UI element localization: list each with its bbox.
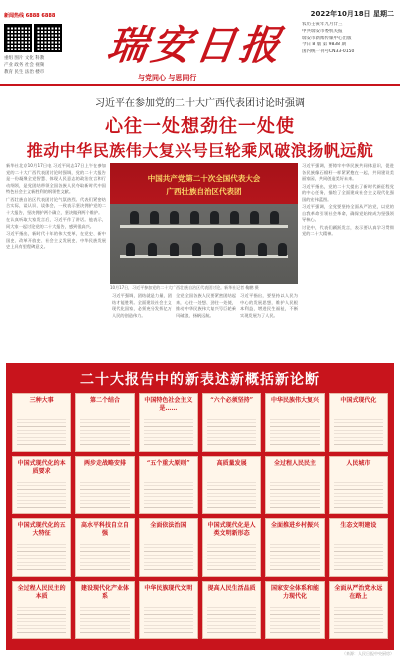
- photo-table: [120, 225, 288, 228]
- issue-meta: [302, 22, 394, 56]
- card-text-lines: [334, 416, 383, 447]
- concept-card[interactable]: [12, 518, 71, 577]
- card-text-lines: [144, 541, 193, 572]
- card-text-lines: [207, 479, 256, 510]
- article-column-center: [112, 293, 172, 356]
- concept-card[interactable]: [12, 456, 71, 515]
- card-text-lines: [17, 541, 66, 572]
- concept-card-title: 提高人民生活品质: [207, 584, 256, 592]
- article-paragraph: 全党全国各族人民要紧密团结起来，心往一处想、劲往一处使，推动中华民族伟大复兴号巨轮乘风破浪、扬帆远航。: [176, 293, 236, 318]
- card-text-lines: [334, 479, 383, 510]
- lead-photo[interactable]: [110, 163, 298, 284]
- concept-card-grid: [12, 393, 388, 639]
- article-paragraph: 习近平指出，党的二十大提出了新时代新征程党的中心任务，描绘了全面建成社会主义现代化强国的宏伟蓝图。: [302, 183, 394, 202]
- card-text-lines: [80, 604, 129, 635]
- concept-card-title: 中华民族现代文明: [144, 584, 193, 592]
- card-text-lines: [17, 479, 66, 510]
- article-column-center: [240, 293, 298, 356]
- concept-card[interactable]: [75, 581, 134, 640]
- section-title[interactable]: 二十大报告中的新表述新概括新论断: [80, 372, 320, 388]
- concept-card[interactable]: [265, 456, 324, 515]
- concept-card-title: “五个重大原则”: [146, 459, 190, 467]
- section-link-row[interactable]: 产业 政务 社会 视频: [4, 63, 45, 68]
- card-text-lines: [334, 604, 383, 635]
- photo-banner-line: 中国共产党第二十次全国代表大会: [147, 174, 261, 183]
- concept-card-title: 中国式现代化: [340, 397, 377, 404]
- photo-person: [170, 211, 179, 224]
- concept-card-title: 高质量发展: [216, 459, 247, 467]
- concept-card-title: 全面从严治党永远在路上: [334, 584, 383, 600]
- concept-card[interactable]: [265, 518, 324, 577]
- card-text-lines: [80, 541, 129, 572]
- photo-person: [148, 243, 157, 256]
- article-paragraph: 新华社北京10月17日电 习近平同志17日上午在参加党的二十大广西代表团讨论时强调，党的二十大报告是一份凝聚全党智慧、体现人民意志的政治宣言和行动纲领，是党团结带领全国各族人民夺取新时代中国特色社会主义新胜利的纲领性文献。: [6, 163, 106, 194]
- article-paragraph: 习近平强调，全党要坚持全面从严治党，以党的自我革命引领社会革命，确保党始终成为坚强领导核心。: [302, 204, 394, 222]
- concept-card[interactable]: [139, 518, 198, 577]
- concept-card[interactable]: [139, 581, 198, 640]
- concept-card[interactable]: [12, 581, 71, 640]
- photo-person: [258, 243, 267, 256]
- photo-person: [126, 243, 135, 256]
- issue-date: 2022年10月18日 星期二: [310, 10, 394, 18]
- concept-card-title: 人民城市: [346, 459, 371, 467]
- photo-person: [192, 243, 201, 256]
- photo-person: [210, 211, 219, 224]
- photo-person: [230, 211, 239, 224]
- section-link-row[interactable]: 教育 民生 法治 楼市: [4, 70, 45, 75]
- card-text-lines: [207, 416, 256, 447]
- concept-card[interactable]: [329, 581, 388, 640]
- card-text-lines: [207, 541, 256, 572]
- photo-person: [214, 243, 223, 256]
- photo-person: [236, 243, 245, 256]
- section-link-row[interactable]: 重组 图片 文化 科教: [4, 56, 45, 61]
- article-paragraph: 习近平指出，新时代十年的伟大变革，在党史、新中国史、改革开放史、社会主义发展史、中华民族发展史上具有里程碑意义。: [6, 231, 106, 249]
- photo-person: [130, 211, 139, 224]
- card-text-lines: [144, 604, 193, 635]
- article-paragraph: 在认真听取大家发言后，习近平作了讲话。他表示，同大家一起讨论党的二十大报告，感到很高兴。: [6, 217, 106, 229]
- article-paragraph: 习近平强调，要铸牢中华民族共同体意识，促进各民族像石榴籽一样紧紧抱在一起，共同建设美丽家园，共同创造美好未来。: [302, 163, 394, 181]
- concept-card-title: 中国式现代化的本质要求: [17, 459, 66, 475]
- card-text-lines: [80, 479, 129, 510]
- concept-card[interactable]: [75, 393, 134, 452]
- meta-line: 国内统一刊号CN33-0150: [302, 49, 355, 55]
- concept-card-title: 国家安全体系和能力现代化: [270, 584, 319, 600]
- concept-card[interactable]: [329, 518, 388, 577]
- concept-card[interactable]: [75, 518, 134, 577]
- photo-person: [170, 243, 179, 256]
- masthead-divider: [0, 84, 400, 86]
- hotline: 新闻热线 6888 6888: [4, 13, 56, 19]
- concept-card-title: 高水平科技自立自强: [80, 522, 129, 537]
- concept-card-title: 建设现代化产业体系: [80, 584, 129, 600]
- concept-card-title: 两步走战略安排: [83, 459, 126, 467]
- concept-card-title: 全面推进乡村振兴: [270, 522, 319, 529]
- section-source-note: （来源：人民日报中央厨房）: [342, 651, 394, 656]
- photo-person: [150, 211, 159, 224]
- concept-card-title: 三种大事: [29, 397, 54, 404]
- photo-banner-line: 广西壮族自治区代表团: [166, 187, 242, 196]
- concept-card[interactable]: [139, 456, 198, 515]
- card-text-lines: [334, 541, 383, 572]
- card-text-lines: [17, 604, 66, 635]
- main-headline[interactable]: 心往一处想劲往一处使: [105, 116, 295, 137]
- card-text-lines: [270, 604, 319, 635]
- special-section: [6, 363, 394, 650]
- card-text-lines: [270, 479, 319, 510]
- meta-line: 瑞安市新闻传媒中心出版: [302, 35, 352, 41]
- headline-kicker[interactable]: 习近平在参加党的二十大广西代表团讨论时强调: [95, 98, 305, 109]
- concept-card-title: 第二个结合: [89, 397, 120, 404]
- card-text-lines: [207, 604, 256, 635]
- card-text-lines: [80, 416, 129, 447]
- concept-card[interactable]: [139, 393, 198, 452]
- article-column-left: [6, 163, 106, 356]
- section-links: [4, 55, 64, 76]
- photo-person: [190, 211, 199, 224]
- newspaper-logo: 瑞安日报: [104, 22, 287, 69]
- card-text-lines: [144, 416, 193, 447]
- concept-card-title: 中国式现代化是人类文明新形态: [207, 522, 256, 537]
- concept-card[interactable]: [265, 393, 324, 452]
- article-paragraph: 习近平指出，要坚持以人民为中心的发展思想，维护人民根本利益，增进民生福祉，不断实现发展为了人民。: [240, 293, 298, 318]
- card-text-lines: [17, 416, 66, 447]
- concept-card-title: 中国式现代化的五大特征: [17, 522, 66, 537]
- concept-card-title: 全面依法治国: [150, 522, 187, 529]
- article-paragraph: 习近平强调，团结就是力量，团结才能胜利。全面建设社会主义现代化国家，必须充分发挥亿万人民的创造伟力。: [112, 293, 172, 318]
- article-column-center: [176, 293, 236, 356]
- meta-line: 中共瑞安市委机关报: [302, 28, 343, 34]
- concept-card[interactable]: [75, 456, 134, 515]
- card-text-lines: [270, 416, 319, 447]
- slogan: 与党同心 与思同行: [138, 74, 197, 82]
- concept-card-title: 中国特色社会主义是……: [144, 397, 193, 412]
- photo-person: [270, 211, 279, 224]
- masthead: [0, 0, 400, 86]
- meta-line: 农历壬寅年九月廿三: [302, 22, 343, 27]
- concept-card[interactable]: [265, 581, 324, 640]
- sub-headline[interactable]: 推动中华民族伟大复兴号巨轮乘风破浪扬帆远航: [26, 141, 374, 160]
- concept-card[interactable]: [329, 456, 388, 515]
- concept-card[interactable]: [329, 393, 388, 452]
- article-column-right: [302, 163, 394, 356]
- photo-person: [250, 211, 259, 224]
- concept-card[interactable]: [202, 393, 261, 452]
- concept-card[interactable]: [202, 518, 261, 577]
- qr-code-icon[interactable]: [4, 24, 32, 52]
- article-paragraph: 广西壮族自治区代表团讨论气氛热烈。代表们紧密结合实际，谈认识、谈体会，一致表示坚决拥护党的二十大报告，坚决拥护两个确立，坚决做到两个维护。: [6, 196, 106, 215]
- photo-person: [278, 243, 287, 256]
- card-text-lines: [270, 541, 319, 572]
- concept-card[interactable]: [12, 393, 71, 452]
- article-paragraph: 讨论中，代表们踊跃发言，表示要认真学习贯彻党的二十大精神。: [302, 224, 394, 236]
- card-text-lines: [144, 479, 193, 510]
- concept-card-title: “六个必须坚持”: [210, 397, 254, 404]
- concept-card-title: 全过程人民民主的本质: [17, 584, 66, 600]
- photo-caption: 10月17日，习近平参加党的二十大广西壮族自治区代表团讨论。新华社记者 鞠鹏 摄: [110, 285, 259, 290]
- qr-code-icon[interactable]: [34, 24, 62, 52]
- concept-card-title: 生态文明建设: [340, 522, 377, 529]
- concept-card-title: 全过程人民民主: [273, 459, 316, 467]
- concept-card-title: 中华民族伟大复兴: [270, 397, 319, 404]
- concept-card[interactable]: [202, 581, 261, 640]
- concept-card[interactable]: [202, 456, 261, 515]
- meta-line: 今日 8 版 第 9838 期: [302, 42, 346, 48]
